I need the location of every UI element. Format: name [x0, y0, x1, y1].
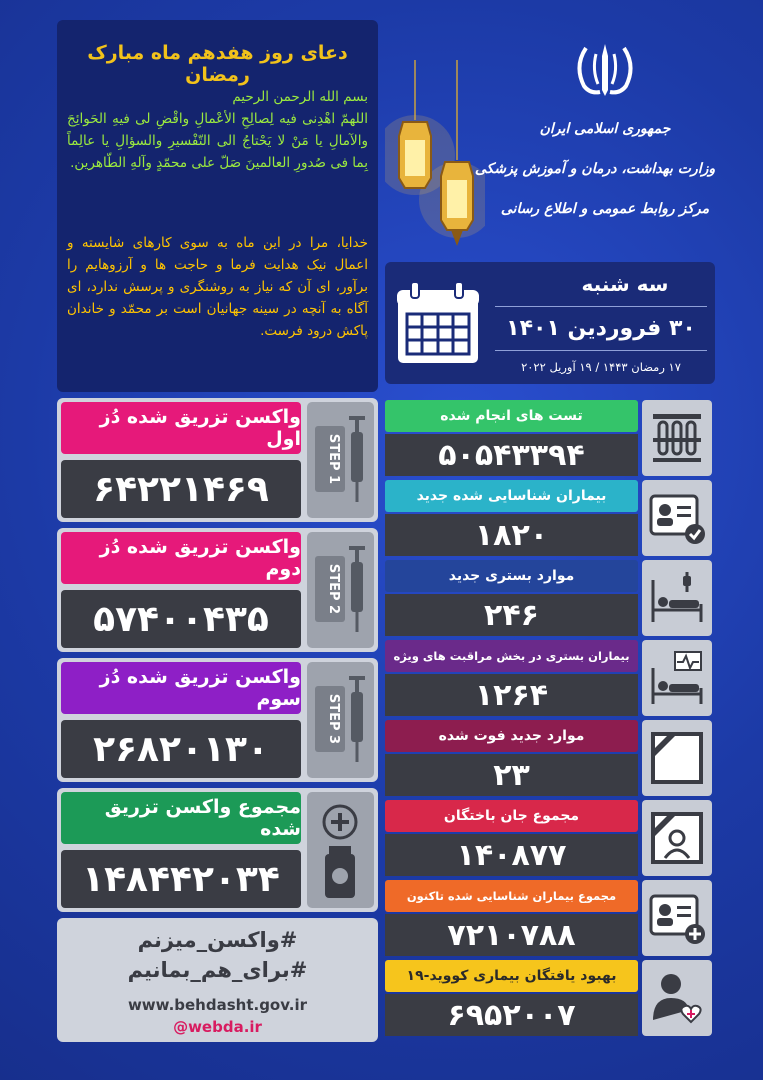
vaccine-card-total — [57, 788, 378, 912]
date-divider — [495, 306, 707, 307]
stat-card — [385, 480, 715, 556]
vaccine-label-dose3: واکسن تزریق شده دُز سوم — [61, 662, 301, 714]
stat-label: موارد جدید فوت شده — [385, 720, 638, 752]
stat-value: ۱۲۶۴ — [385, 674, 638, 716]
stat-card — [385, 720, 715, 796]
vaccine-vial-plus-icon — [307, 792, 374, 908]
stat-card — [385, 880, 715, 956]
mourning-person-icon — [642, 800, 712, 876]
footer-panel — [57, 918, 378, 1042]
date-day-of-week: سه شنبه — [581, 272, 669, 296]
hashtag-stay-for-each-other[interactable]: #برای_هم_بمانیم — [127, 958, 308, 982]
vaccine-card-dose3 — [57, 658, 378, 782]
vaccine-step1-icon — [307, 402, 374, 518]
vaccine-card-dose1 — [57, 398, 378, 522]
prayer-title: دعای روز هفدهم ماه مبارک رمضان — [87, 42, 348, 86]
ministry-line1: جمهوری اسلامی ایران — [539, 121, 671, 137]
vaccine-value-dose2: ۵۷۴۰۰۴۳۵ — [61, 590, 301, 648]
hospital-bed-icon — [642, 560, 712, 636]
stat-value: ۶۹۵۲۰۰۷ — [385, 994, 638, 1036]
step-label: STEP 3 — [326, 693, 341, 745]
ministry-line3: مرکز روابط عمومی و اطلاع رسانی — [500, 201, 710, 217]
stat-label: بیماران بستری در بخش مراقبت های ویژه — [385, 640, 638, 672]
hashtag-vaccinate[interactable]: #واکسن_میزنم — [137, 928, 298, 952]
recovered-person-icon — [642, 960, 712, 1036]
vaccine-card-dose2 — [57, 528, 378, 652]
mourning-frame-icon — [642, 720, 712, 796]
calendar-icon — [393, 278, 493, 374]
stat-label: بیماران شناسایی شده جدید — [385, 480, 638, 512]
icu-bed-icon — [642, 640, 712, 716]
stat-label: مجموع بیماران شناسایی شده تاکنون — [385, 880, 638, 912]
stat-value: ۷۲۱۰۷۸۸ — [385, 914, 638, 956]
vaccine-step3-icon — [307, 662, 374, 778]
ministry-line2: وزارت بهداشت، درمان و آموزش پزشکی — [474, 161, 716, 177]
prayer-panel — [57, 20, 378, 392]
stat-value: ۲۴۶ — [385, 594, 638, 636]
id-card-plus-icon — [642, 880, 712, 956]
vaccine-label-dose2: واکسن تزریق شده دُز دوم — [61, 532, 301, 584]
vaccine-step2-icon — [307, 532, 374, 648]
stat-card — [385, 400, 715, 476]
stat-value: ۱۴۰۸۷۷ — [385, 834, 638, 876]
vaccine-label-dose1: واکسن تزریق شده دُز اول — [61, 402, 301, 454]
vaccine-value-dose3: ۲۶۸۲۰۱۳۰ — [61, 720, 301, 778]
date-divider — [495, 350, 707, 351]
stat-value: ۲۳ — [385, 754, 638, 796]
stat-card — [385, 640, 715, 716]
social-handle-link[interactable]: @webda.ir — [173, 1018, 262, 1036]
id-card-check-icon — [642, 480, 712, 556]
step-label: STEP 2 — [326, 563, 341, 615]
stat-label: مجموع جان باختگان — [385, 800, 638, 832]
stat-card — [385, 560, 715, 636]
date-panel — [385, 262, 715, 384]
stat-label: تست های انجام شده — [385, 400, 638, 432]
date-sub: ۱۷ رمضان ۱۴۴۳ / ۱۹ آوریل ۲۰۲۲ — [521, 360, 681, 374]
stat-label: موارد بستری جدید — [385, 560, 638, 592]
date-main: ۳۰ فروردین ۱۴۰۱ — [506, 316, 696, 341]
vaccine-label-total: مجموع واکسن تزریق شده — [61, 792, 301, 844]
stat-value: ۱۸۲۰ — [385, 514, 638, 556]
test-tubes-icon — [642, 400, 712, 476]
prayer-arabic-text: اللهمّ اهْدِنی فیه لِصالِحِ الأعْمالِ واقْضِ لی فیهِ الحَوائِجَ والآمالِ یا مَنْ لا یَحْتاجُ الی التّفْسیرِ والسؤالِ یا عالِماً بِما فی صُدورِ العالمینَ صَلّ علی محمّدٍ وآلهِ الطّاهرین. — [67, 111, 368, 171]
vaccine-value-total: ۱۴۸۴۴۲۰۳۴ — [61, 850, 301, 908]
iran-emblem-icon — [572, 40, 638, 100]
vaccine-value-dose1: ۶۴۲۲۱۴۶۹ — [61, 460, 301, 518]
prayer-bismillah: بسم الله الرحمن الرحيم — [232, 89, 368, 105]
prayer-persian-text: خدایا، مرا در این ماه به سوی کارهای شایسته و اعمال نیک هدایت فرما و حاجت ها و آرزوهایم را برآور، ای آن که نیاز به روشنگری و پرسش ندارد، ای آگاه به آنچه در سینه جهانیان است بر محمّد و خاندان پاکش درود فرست. — [67, 235, 368, 339]
stat-value: ۵۰۵۴۳۳۹۴ — [385, 434, 638, 476]
step-label: STEP 1 — [326, 433, 341, 485]
website-link[interactable]: www.behdasht.gov.ir — [127, 996, 308, 1014]
stat-label: بهبود یافتگان بیماری کووید-۱۹ — [385, 960, 638, 992]
stat-card — [385, 960, 715, 1036]
stat-card — [385, 800, 715, 876]
